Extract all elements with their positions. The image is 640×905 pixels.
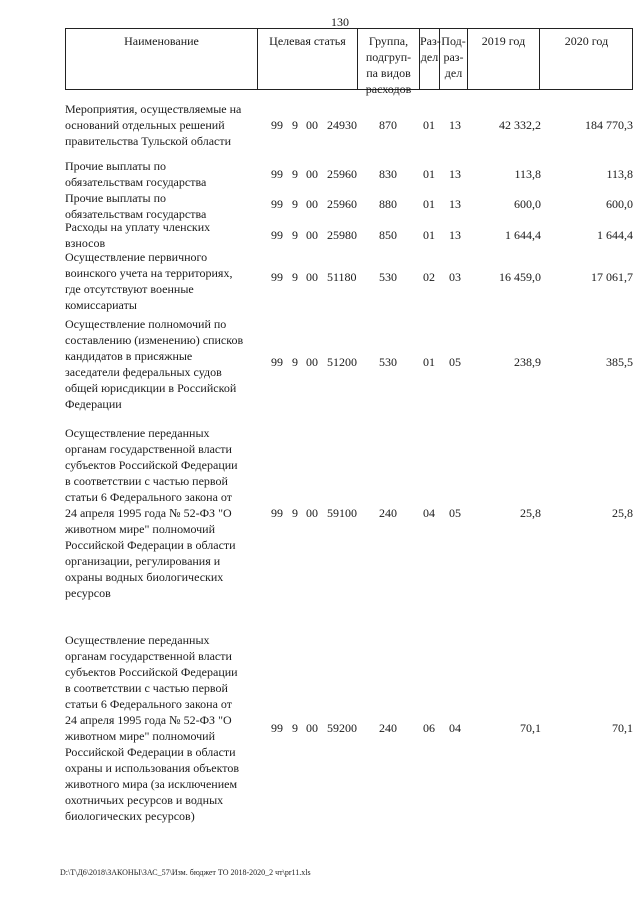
section-code: 01 [423, 228, 435, 242]
subsection-code: 13 [449, 228, 461, 242]
row-name: Осуществление первичного воинского учета на территориях, где отсутствуют военные комиссариаты [65, 250, 233, 312]
article-main-event: 00 [306, 167, 318, 181]
article-program: 99 [271, 167, 283, 181]
row-name: Осуществление переданных органам государственной власти субъектов Российской Федерации в соответствии с частью первой статьи 6 Федерального закона от 24 апреля 1995 года № 52-ФЗ "О животном мире" полномочий Российской Федерации в области организации, регулирования и охраны водных биологических ресурсов [65, 426, 238, 600]
group-code: 530 [379, 355, 397, 369]
section-code: 01 [423, 355, 435, 369]
amount-2019: 16 459,0 [499, 270, 541, 284]
subsection-code: 13 [449, 167, 461, 181]
amount-2020: 1 644,4 [597, 228, 633, 242]
article-program: 99 [271, 197, 283, 211]
group-code: 880 [379, 197, 397, 211]
amount-2019: 1 644,4 [505, 228, 541, 242]
section-code: 01 [423, 167, 435, 181]
amount-2020: 184 770,3 [585, 118, 633, 132]
header-subsection: Под- раз- дел [440, 29, 468, 89]
article-direction: 25980 [327, 228, 357, 242]
subsection-code: 13 [449, 118, 461, 132]
article-main-event: 00 [306, 270, 318, 284]
header-group: Группа, подгруп- па видов расходов [358, 29, 420, 89]
article-program: 99 [271, 506, 283, 520]
amount-2019: 238,9 [514, 355, 541, 369]
table-row [65, 316, 633, 412]
row-name: Осуществление полномочий по составлению (изменению) списков кандидатов в присяжные заседатели федеральных судов общей юрисдикции в Российской Федерации [65, 317, 244, 411]
header-name: Наименование [66, 29, 258, 89]
article-direction: 51200 [327, 355, 357, 369]
article-subprogram: 9 [292, 506, 298, 520]
amount-2020: 385,5 [606, 355, 633, 369]
header-2020: 2020 год [564, 34, 609, 48]
table-row [65, 249, 633, 313]
group-code: 830 [379, 167, 397, 181]
article-program: 99 [271, 228, 283, 242]
table-row [65, 219, 633, 251]
section-code: 06 [423, 721, 435, 735]
group-code: 850 [379, 228, 397, 242]
page-number: 130 [331, 15, 349, 29]
article-program: 99 [271, 118, 283, 132]
article-subprogram: 9 [292, 270, 298, 284]
group-code: 870 [379, 118, 397, 132]
amount-2020: 600,0 [606, 197, 633, 211]
table-row [65, 190, 633, 222]
amount-2020: 25,8 [612, 506, 633, 520]
article-subprogram: 9 [292, 197, 298, 211]
article-direction: 59200 [327, 721, 357, 735]
amount-2020: 113,8 [606, 167, 633, 181]
subsection-code: 05 [449, 506, 461, 520]
file-path-footer: D:\Т\Д6\2018\ЗАКОНЫ\ЗАС_57\Изм. бюджет ТО 2018-2020_2 чт\pr11.xls [60, 868, 311, 877]
group-code: 530 [379, 270, 397, 284]
article-subprogram: 9 [292, 118, 298, 132]
group-code: 240 [379, 506, 397, 520]
article-program: 99 [271, 721, 283, 735]
amount-2019: 70,1 [520, 721, 541, 735]
table-row [65, 632, 633, 824]
header-target-article: Целевая статья [258, 29, 358, 89]
article-main-event: 00 [306, 118, 318, 132]
article-direction: 25960 [327, 167, 357, 181]
article-direction: 24930 [327, 118, 357, 132]
article-main-event: 00 [306, 355, 318, 369]
section-code: 01 [423, 118, 435, 132]
article-subprogram: 9 [292, 228, 298, 242]
subsection-code: 03 [449, 270, 461, 284]
article-program: 99 [271, 270, 283, 284]
table-row [65, 101, 633, 149]
amount-2019: 600,0 [514, 197, 541, 211]
article-subprogram: 9 [292, 721, 298, 735]
article-main-event: 00 [306, 197, 318, 211]
article-direction: 25960 [327, 197, 357, 211]
article-main-event: 00 [306, 228, 318, 242]
row-name: Прочие выплаты по обязательствам государства [65, 191, 207, 221]
row-name: Мероприятия, осуществляемые на оснований отдельных решений правительства Тульской области [65, 102, 242, 148]
table-row [65, 425, 633, 601]
amount-2019: 25,8 [520, 506, 541, 520]
group-code: 240 [379, 721, 397, 735]
amount-2020: 70,1 [612, 721, 633, 735]
section-code: 02 [423, 270, 435, 284]
article-direction: 51180 [327, 270, 357, 284]
table-header [65, 28, 633, 96]
article-main-event: 00 [306, 506, 318, 520]
row-name: Расходы на уплату членских взносов [65, 220, 211, 250]
subsection-code: 13 [449, 197, 461, 211]
table-row [65, 158, 633, 190]
subsection-code: 04 [449, 721, 461, 735]
article-subprogram: 9 [292, 355, 298, 369]
header-2019: 2019 год [468, 29, 540, 89]
article-main-event: 00 [306, 721, 318, 735]
section-code: 04 [423, 506, 435, 520]
article-program: 99 [271, 355, 283, 369]
amount-2019: 42 332,2 [499, 118, 541, 132]
article-subprogram: 9 [292, 167, 298, 181]
amount-2020: 17 061,7 [591, 270, 633, 284]
section-code: 01 [423, 197, 435, 211]
header-section: Раз- дел [420, 29, 440, 89]
subsection-code: 05 [449, 355, 461, 369]
row-name: Прочие выплаты по обязательствам государства [65, 159, 207, 189]
row-name: Осуществление переданных органам государственной власти субъектов Российской Федерации в соответствии с частью первой статьи 6 Федерального закона от 24 апреля 1995 года № 52-ФЗ "О животном мире" полномочий Российской Федерации в области охраны и использования объектов животного мира (за исключением охотничьих ресурсов и водных биологических ресурсов) [65, 633, 240, 823]
amount-2019: 113,8 [514, 167, 541, 181]
article-direction: 59100 [327, 506, 357, 520]
